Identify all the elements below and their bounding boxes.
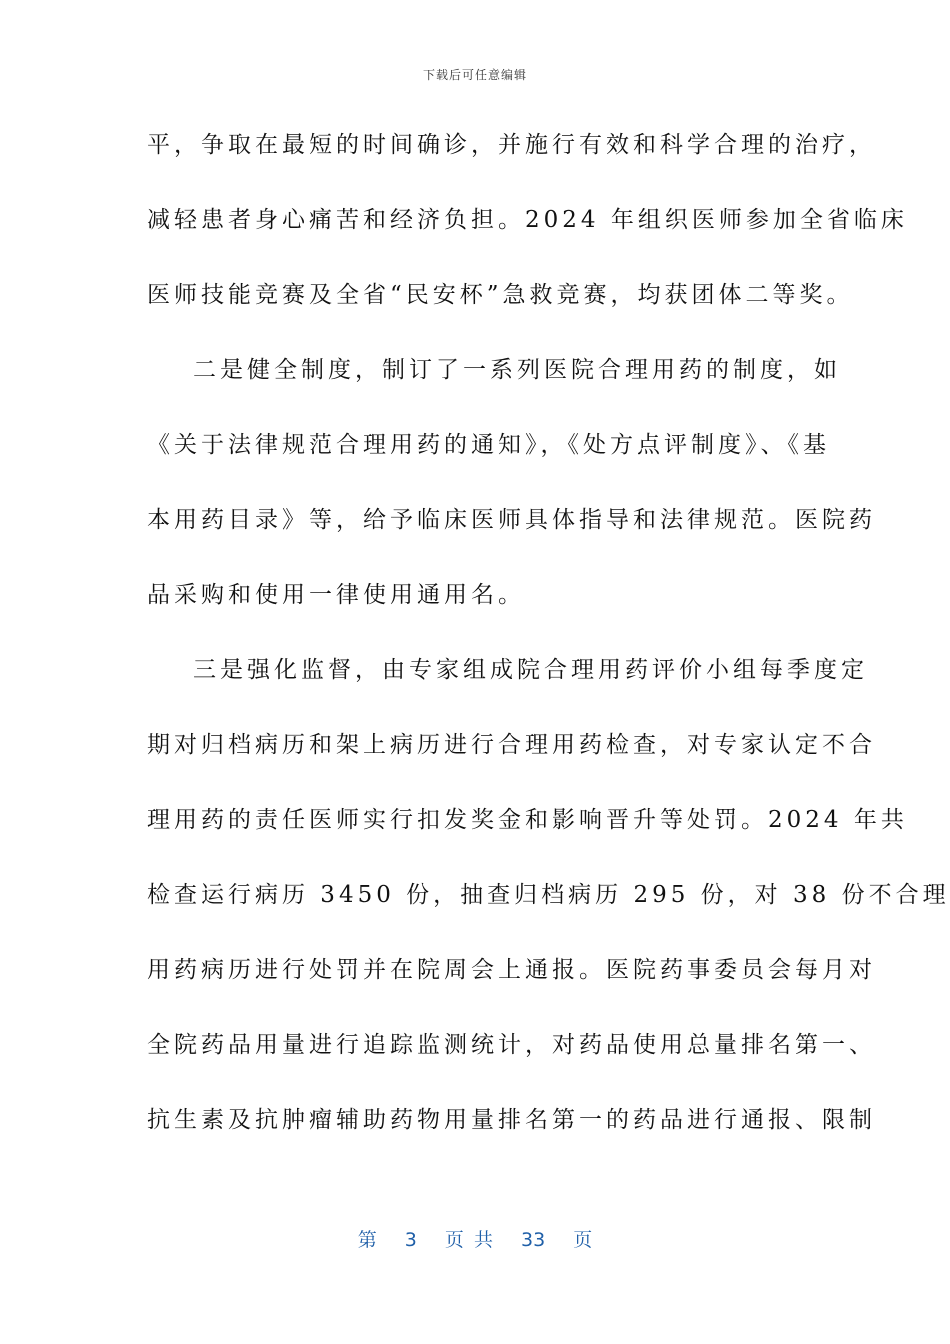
- text-line: 品采购和使用一律使用通用名。: [147, 582, 525, 608]
- text-line: 医师技能竞赛及全省“民安杯”急救竞赛，均获团体二等奖。: [147, 282, 854, 308]
- text-line: 用药病历进行处罚并在院周会上通报。医院药事委员会每月对: [147, 957, 876, 983]
- text-line: 《关于法律规范合理用药的通知》，《处方点评制度》、《基: [147, 432, 830, 458]
- current-page-number: 3: [404, 1229, 417, 1251]
- text-line: 减轻患者身心痛苦和经济负担。2024 年组织医师参加全省临床: [147, 207, 908, 233]
- footer-prefix: 第: [357, 1229, 377, 1251]
- page-footer: [0, 1225, 950, 1252]
- paragraph-start-line: 三是强化监督，由专家组成院合理用药评价小组每季度定: [193, 657, 868, 683]
- text-line: 理用药的责任医师实行扣发奖金和影响晋升等处罚。2024 年共: [147, 807, 908, 833]
- text-line: 抗生素及抗肿瘤辅助药物用量排名第一的药品进行通报、限制: [147, 1107, 876, 1133]
- footer-middle: 页 共: [444, 1229, 493, 1251]
- footer-suffix: 页: [573, 1229, 593, 1251]
- text-line: 本用药目录》等，给予临床医师具体指导和法律规范。医院药: [147, 507, 876, 533]
- text-line: 全院药品用量进行追踪监测统计，对药品使用总量排名第一、: [147, 1032, 876, 1058]
- header-note: 下载后可任意编辑: [422, 68, 527, 82]
- total-pages-number: 33: [521, 1229, 546, 1251]
- text-line: 期对归档病历和架上病历进行合理用药检查，对专家认定不合: [147, 732, 876, 758]
- paragraph-start-line: 二是健全制度，制订了一系列医院合理用药的制度，如: [193, 357, 841, 383]
- document-body: [147, 119, 950, 1169]
- text-line: 检查运行病历 3450 份，抽查归档病历 295 份，对 38 份不合理: [147, 882, 950, 908]
- text-line: 平，争取在最短的时间确诊，并施行有效和科学合理的治疗，: [147, 132, 876, 158]
